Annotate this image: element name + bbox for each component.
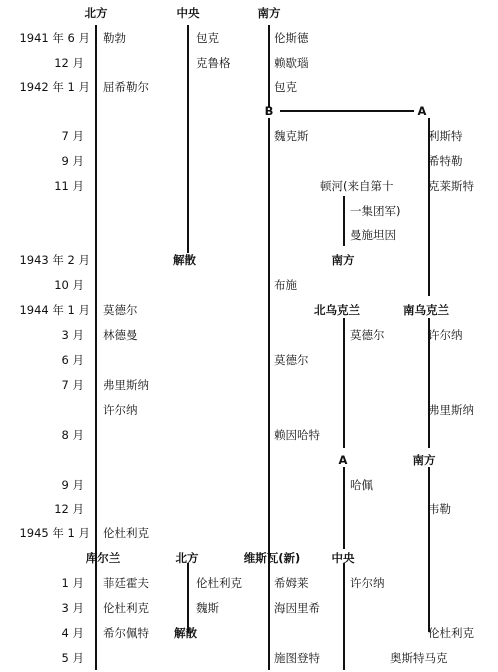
commander-north-1944-03: 林德曼 [103,328,138,342]
commander-vistula-1945-01: 希姆莱 [274,576,309,590]
north-ukraine-line [343,318,345,448]
commander-south-ukraine-1944-03: 许尔纳 [428,328,463,342]
header-center: 中央 [176,6,200,20]
commander-a-1944-09: 哈佩 [350,478,373,492]
header-south-1943: 南方 [331,253,355,267]
south-line [268,25,270,107]
date-1941-06: 1941 年 6 月 [19,31,90,45]
date-1945-05: 5 月 [61,651,84,665]
date-1944-09: 9 月 [61,478,84,492]
commander-a-1942-09: 希特勒 [428,154,463,168]
commander-south-1945-04: 伦杜利克 [428,626,474,640]
a-line [428,118,430,296]
commander-north-1942-01: 屈希勒尔 [103,80,149,94]
commander-north-ukraine-1944-03: 莫德尔 [350,328,385,342]
commander-center: 包克 [196,31,219,45]
date-1945-04: 4 月 [61,626,84,640]
commander-courland-1945-03: 伦杜利克 [103,601,149,615]
commander-north-1944-07: 弗里斯纳 [103,378,149,392]
date-1944-12: 12 月 [54,502,84,516]
header-center-1945: 中央 [331,551,355,565]
center1945-line [343,563,345,670]
date-1941-12: 12 月 [54,56,84,70]
commander-a-1942-11: 克莱斯特 [428,179,474,193]
date-1944-08: 8 月 [61,428,84,442]
date-1943-10: 10 月 [54,278,84,292]
commander-courland-1945-04: 希尔佩特 [103,626,149,640]
army-group-ostmark: 奥斯特马克 [390,651,448,665]
date-1944-07: 7 月 [61,378,84,392]
center-line [187,25,189,253]
date-1942-01: 1942 年 1 月 [19,80,90,94]
header-vistula: 维斯瓦(新) [243,551,301,565]
header-b: B [264,104,274,118]
date-1944-03: 3 月 [61,328,84,342]
b-a-connector [280,110,414,112]
don-army-group-title: 顿河(来自第十 [320,179,394,193]
commander-b-1944-08: 赖因哈特 [274,428,320,442]
header-north-ukraine: 北乌克兰 [314,303,360,317]
commander-north-1945-01: 伦杜利克 [103,526,149,540]
date-1945-03: 3 月 [61,601,84,615]
a1944-line [343,467,345,549]
header-south-ukraine: 南乌克兰 [403,303,449,317]
commander-south-1944-12: 韦勒 [428,502,451,516]
don-army-group-title-2: 一集团军) [350,204,401,218]
b-line [268,118,270,670]
commander-south-1942-01: 包克 [274,80,297,94]
north-1945-disbanded: 解散 [174,626,197,640]
commander-vistula-1945-05: 施图登特 [274,651,320,665]
commander-a-1942-07: 利斯特 [428,129,463,143]
commander-north-1944-01: 莫德尔 [103,303,138,317]
date-1942-09: 9 月 [61,154,84,168]
date-1945-01a: 1945 年 1 月 [19,526,90,540]
north-line [95,25,97,670]
commander-north: 勒勃 [103,31,126,45]
south1944-line [428,467,430,632]
commander-vistula-1945-03: 海因里希 [274,601,320,615]
center-disbanded: 解散 [173,253,196,267]
date-1944-01: 1944 年 1 月 [19,303,90,317]
header-north-1945: 北方 [175,551,199,565]
commander-north-1945-03: 魏斯 [196,601,219,615]
commander-south-1941-12: 赖歇瑙 [274,56,309,70]
header-a: A [417,104,427,118]
commander-center-1945-01: 许尔纳 [350,576,385,590]
commander-b-1944-06: 莫德尔 [274,353,309,367]
don-line [343,196,345,246]
date-1944-06: 6 月 [61,353,84,367]
commander-north-1945-01b: 伦杜利克 [196,576,242,590]
header-north: 北方 [84,6,108,20]
commander-center-1941-12: 克鲁格 [196,56,231,70]
commander-b-1943-10: 布施 [274,278,297,292]
commander-b-1942-07: 魏克斯 [274,129,309,143]
header-a-1944: A [338,453,348,467]
header-south: 南方 [257,6,281,20]
commander-south-ukraine-1944-07: 弗里斯纳 [428,403,474,417]
header-courland: 库尔兰 [85,551,121,565]
commander-don: 曼施坦因 [350,228,396,242]
header-south-1944: 南方 [412,453,436,467]
date-1942-11: 11 月 [54,179,84,193]
date-1942-07: 7 月 [61,129,84,143]
date-1945-01b: 1 月 [61,576,84,590]
commander-south: 伦斯德 [274,31,309,45]
commander-courland-1945-01: 菲廷霍夫 [103,576,149,590]
commander-north-1944-07b: 许尔纳 [103,403,138,417]
north1945-line [187,563,189,633]
date-1943-02: 1943 年 2 月 [19,253,90,267]
